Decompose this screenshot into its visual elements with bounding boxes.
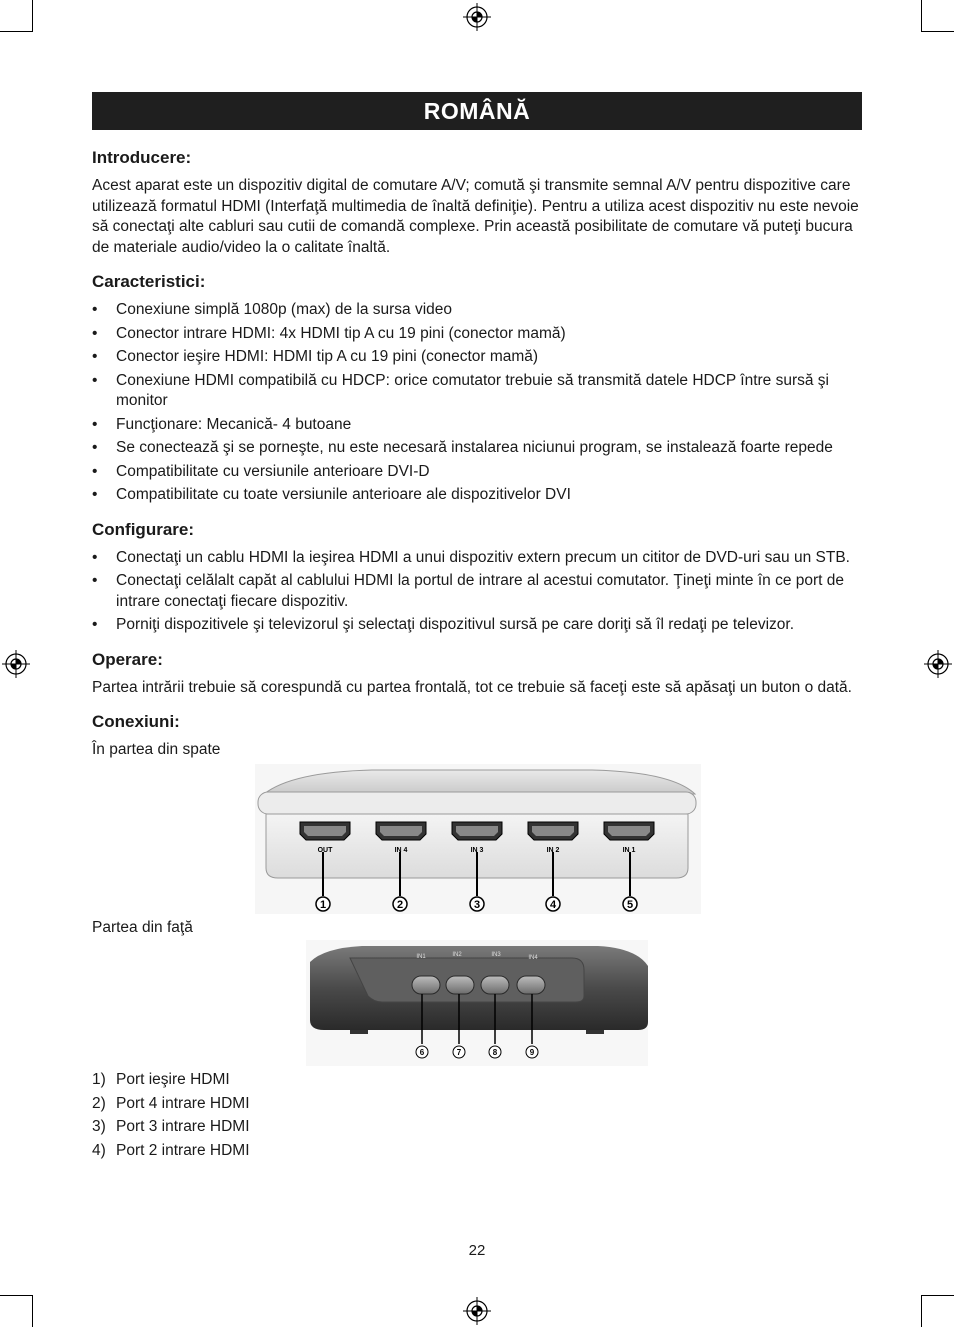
crop-mark xyxy=(921,0,922,32)
port-label: IN 1 xyxy=(622,847,636,854)
setup-list xyxy=(92,548,862,636)
hdmi-port-icon xyxy=(452,822,502,840)
port-label: OUT xyxy=(317,847,333,854)
list-item: • Porniţi dispozitivele şi televizorul şi selectaţi dispozitivul sursă pe care doriţi să îl redaţi pe televizor. xyxy=(92,615,862,636)
button-label: IN4 xyxy=(528,955,538,961)
crop-mark xyxy=(921,1295,922,1327)
section-heading: Configurare: xyxy=(92,519,194,539)
hdmi-port-icon xyxy=(528,822,578,840)
page-title: ROMÂNĂ xyxy=(423,97,531,124)
list-item: • Funcţionare: Mecanică- 4 butoane xyxy=(92,415,862,436)
section-heading: Operare: xyxy=(92,649,163,669)
bullet-icon: • xyxy=(92,439,98,456)
crop-mark xyxy=(32,0,33,32)
hdmi-port-icon xyxy=(376,822,426,840)
list-item: 4) Port 2 intrare HDMI xyxy=(92,1141,250,1159)
back-panel-image xyxy=(92,764,862,916)
front-panel-image xyxy=(92,940,862,1066)
bullet-icon: • xyxy=(92,415,98,433)
list-item: • Conexiune HDMI compatibilă cu HDCP: orice comutator trebuie să transmită datele HDCP între sursă şi monitor xyxy=(92,371,829,409)
features-section xyxy=(92,272,862,506)
list-item: • Se conectează şi se porneşte, nu este necesară instalarea niciunui program, se instalează foarte repede xyxy=(92,438,862,459)
list-item: 2) Port 4 intrare HDMI xyxy=(92,1094,250,1112)
registration-mark-icon xyxy=(2,650,30,678)
crop-mark xyxy=(0,1295,33,1296)
crop-mark xyxy=(921,31,954,32)
setup-section xyxy=(92,520,862,636)
list-item: 1) Port ieşire HDMI xyxy=(92,1071,230,1088)
bullet-icon: • xyxy=(92,324,98,342)
bullet-icon: • xyxy=(92,548,98,566)
crop-mark xyxy=(32,1295,33,1327)
operation-section xyxy=(92,650,862,699)
registration-mark-icon xyxy=(463,3,491,31)
crop-mark xyxy=(921,1295,954,1296)
port-label: IN 2 xyxy=(546,847,560,854)
button-label: IN2 xyxy=(452,952,462,958)
bullet-icon: • xyxy=(92,486,98,503)
front-view-label: Partea din faţă xyxy=(92,919,193,936)
callout-number: 2 xyxy=(396,899,404,911)
bullet-icon: • xyxy=(92,572,98,589)
main-content xyxy=(92,148,862,1164)
callout-number: 5 xyxy=(626,899,634,911)
list-item: • Compatibilitate cu versiunile anterioare DVI-D xyxy=(92,462,862,483)
page-number: 22 xyxy=(468,1242,486,1259)
callout-number: 1 xyxy=(319,899,327,911)
port-label: IN 4 xyxy=(394,847,408,854)
operation-paragraph: Partea intrării trebuie să corespundă cu partea frontală, tot ce trebuie să faceţi este să apăsaţi un buton o dată. xyxy=(92,678,852,696)
port-label: IN 3 xyxy=(470,847,484,854)
list-item: • Conector intrare HDMI: 4x HDMI tip A cu 19 pini (conector mamă) xyxy=(92,324,862,345)
list-item: • Conectaţi celălalt capăt al cablului HDMI la portul de intrare al acestui comutator. Ţineţi minte în ce port de intrare conectaţi fiecare dispozitiv. xyxy=(92,572,845,610)
button-label: IN3 xyxy=(491,952,501,958)
callout-number: 7 xyxy=(456,1048,462,1057)
bullet-icon: • xyxy=(92,371,98,389)
bullet-icon: • xyxy=(92,616,98,633)
ports-list xyxy=(92,1070,862,1161)
registration-mark-icon xyxy=(463,1297,491,1325)
language-title-bar xyxy=(92,92,862,130)
section-heading: Conexiuni: xyxy=(92,712,180,731)
list-item: 3) Port 3 intrare HDMI xyxy=(92,1118,250,1135)
callout-number: 8 xyxy=(492,1048,498,1057)
intro-section xyxy=(92,148,862,258)
callout-number: 4 xyxy=(549,899,557,911)
callout-number: 9 xyxy=(529,1048,535,1057)
list-item: • Conexiune simplă 1080p (max) de la sursa video xyxy=(92,300,862,321)
registration-mark-icon xyxy=(924,650,952,678)
list-item: • Compatibilitate cu toate versiunile anterioare ale dispozitivelor DVI xyxy=(92,485,862,506)
button-label: IN1 xyxy=(416,954,426,960)
list-item: • Conectaţi un cablu HDMI la ieşirea HDMI a unui dispozitiv extern precum un cititor de DVD-uri sau un STB. xyxy=(92,548,862,569)
intro-paragraph: Acest aparat este un dispozitiv digital de comutare A/V; comută şi transmite semnal A/V pentru dispozitive care utilizează formatul HDMI (Interfaţă multimedia de înaltă definiţie). Pentru a utiliza acest dispozitiv nu este nevoie să conectaţi alte cabluri sau cutii de comandă complexe. Prin această posibilitate de comutare vă puteţi bucura de materiale audio/video la o calitate înaltă. xyxy=(92,177,859,256)
back-view-label: În partea din spate xyxy=(92,741,221,758)
hdmi-port-icon xyxy=(300,822,350,840)
callout-number: 6 xyxy=(419,1048,425,1057)
callout-number: 3 xyxy=(473,899,481,911)
features-list xyxy=(92,300,862,506)
bullet-icon: • xyxy=(92,462,98,480)
crop-mark xyxy=(0,31,33,32)
section-heading: Introducere: xyxy=(92,148,192,167)
bullet-icon: • xyxy=(92,348,98,365)
bullet-icon: • xyxy=(92,301,98,318)
connections-section xyxy=(92,712,862,1161)
hdmi-port-icon xyxy=(604,822,654,840)
list-item: • Conector ieşire HDMI: HDMI tip A cu 19 pini (conector mamă) xyxy=(92,347,862,368)
section-heading: Caracteristici: xyxy=(92,272,206,291)
